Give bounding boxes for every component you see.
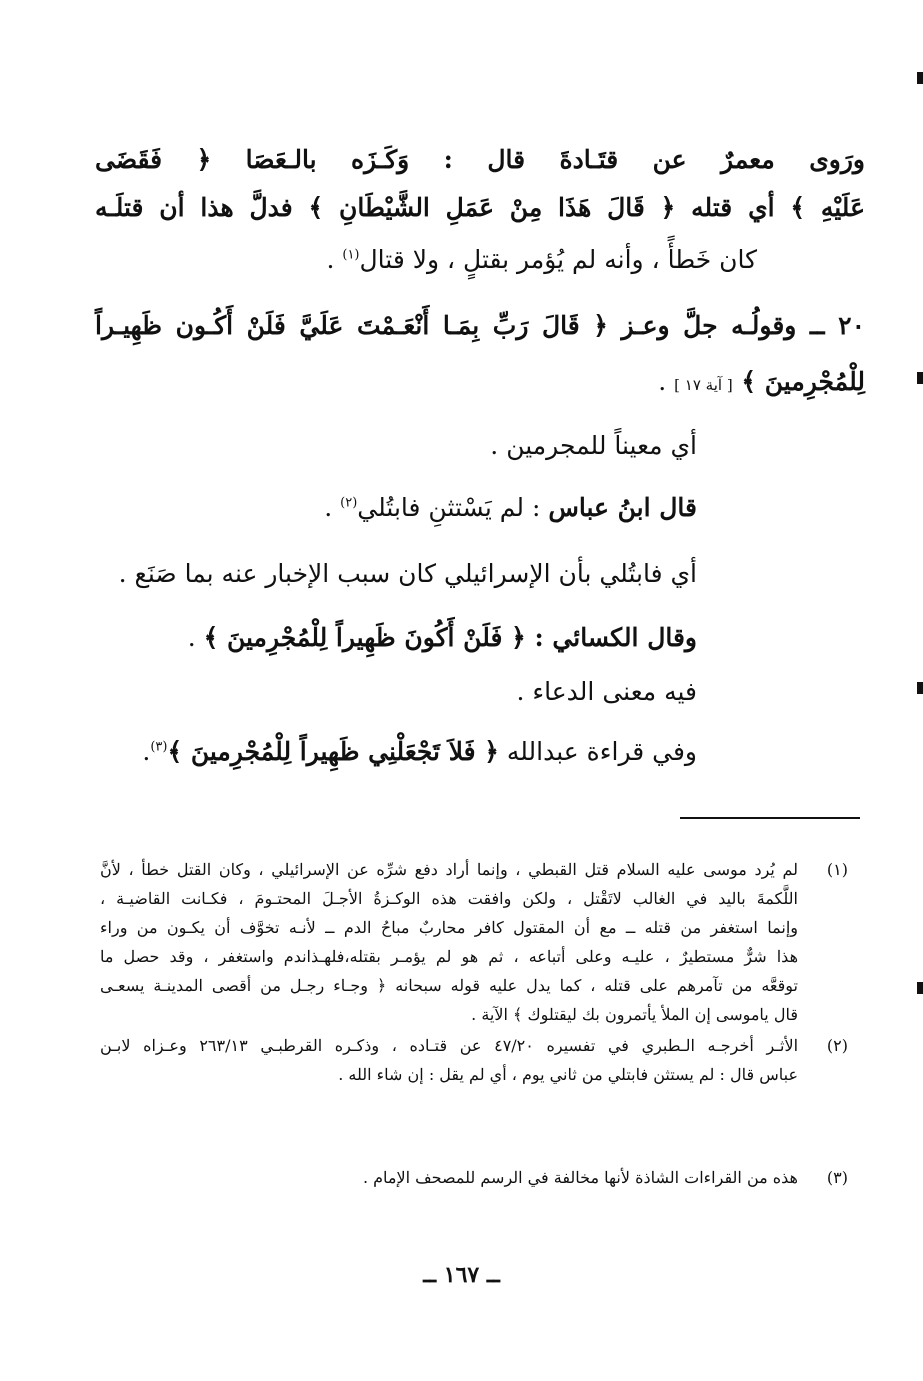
para1-line3-text: كان خَطأً ، وأنه لم يُؤمر بقتلٍ ، ولا قتال (359, 245, 757, 274)
footnote-1-line: قال ياموسى إن الملأ يأتمرون بك ليقتلوك ﴾ الآية . (471, 1005, 798, 1024)
para6-end: . (187, 623, 204, 652)
footnotes (100, 856, 848, 1256)
para7: فيه معنى الدعاء . (516, 677, 697, 706)
para4 (324, 488, 697, 528)
ibn-abbas-label: قال ابنُ عباس (548, 493, 697, 522)
footnote-2-number: (٢) (826, 1036, 848, 1055)
para8-end: . (142, 737, 151, 766)
page-number: ــ ١٦٧ ــ (423, 1262, 500, 1288)
footnote-separator (680, 817, 860, 819)
edge-mark (917, 682, 923, 694)
edge-mark (917, 372, 923, 384)
footnote-3-number: (٣) (826, 1168, 848, 1187)
para3: أي معيناً للمجرمين . (490, 431, 697, 460)
footnote-1-line: هذا شرٌّ مستطيرٌ ، عليـه وعلى أتباعه ، ثم هو لم يؤمـر بقتله،فلهـذاندم واستغفر ، وقد حصل ما (100, 947, 799, 966)
footnote-3-line: هذه من القراءات الشاذة لأنها مخالفة في الرسم للمصحف الإمام . (362, 1168, 798, 1187)
abdullah-reading-quote: ﴿ فَلاَ تَجْعَلْنِي ظَهِيراً لِلْمُجْرِمينَ ﴾ (167, 737, 499, 766)
para8 (142, 732, 697, 772)
footnote-1-line: لم يُرد موسى عليه السلام قتل القبطي ، وإنما أراد دفع شرِّه عن الإسرائيلي ، وكان القتل خطأ ، لأنَّ (100, 860, 798, 879)
verse20-line2 (658, 362, 865, 405)
kisai-quote: : ﴿ فَلَنْ أَكُونَ ظَهِيراً لِلْمُجْرِمينَ ﴾ (203, 623, 553, 652)
kisai-label: وقال الكسائي (552, 623, 697, 652)
verse20-line2-end: . (658, 367, 675, 396)
para1-line3 (326, 240, 757, 280)
edge-mark (917, 72, 923, 84)
para1-line2: عَلَيْهِ ﴾ أي قتله ﴿ قَالَ هَذَا مِنْ عَمَلِ الشَّيْطَانِ ﴾ فدلَّ هذا أن قتلَـه (95, 193, 865, 222)
footnote-2-line: الأثـر أخرجـه الـطبري في تفسيره ٤٧/٢٠ عن قتـاده ، وذكـره القرطبـي ٢٦٣/١٣ وعـزاه لابـن (100, 1036, 799, 1055)
verse20-line1: ٢٠ ــ وقولُـه جلَّ وعـز ﴿ قَالَ رَبِّ بِمَـا أَنْعَـمْتَ عَلَيَّ فَلَنْ أَكُـون ظَهِيـراً (95, 311, 865, 340)
footnote-1-line: وإنما استغفر من قتله ــ مع أن المقتول كافر محاربٌ مباحُ الدم ــ لأنـه تخوَّف أن يكـون من وراء (100, 918, 798, 937)
footnote-2-line: عباس قال : لم يستثن فابتلي من ثاني يوم ، أي لم يقل : إن شاء الله . (338, 1065, 798, 1084)
para6 (188, 618, 697, 658)
footnote-ref-2: (٢) (340, 495, 358, 511)
edge-mark (917, 982, 923, 994)
para4-text: : لم يَسْتثنِ فابتُلي (357, 493, 549, 522)
para1-line3-end: . (326, 245, 343, 274)
footnote-1-line: اللَّكمةَ باليد في الغالب لاتَقْتل ، ولكن وافقت هذه الوكـزةُ الأجـلَ المحتـومَ ، فكـانت القاضيـة ، (100, 889, 799, 908)
para1-line1: ورَوى معمرٌ عن قتَـادةَ قال : وَكَـزَه بالـعَصَا ﴿ فَقَضَى (95, 145, 865, 174)
footnote-1-number: (١) (826, 860, 848, 879)
footnote-ref-1: (١) (342, 247, 360, 263)
ayah-reference: [ آية ١٧ ] (674, 376, 733, 394)
para4-end: . (324, 493, 341, 522)
footnote-ref-3: (٣) (150, 739, 168, 755)
para5: أي فابتُلي بأن الإسرائيلي كان سبب الإخبار عنه بما صَنَع . (118, 559, 697, 588)
para8-text: وفي قراءة عبدالله (498, 737, 697, 766)
verse20-quote-end: لِلْمُجْرِمينَ ﴾ (732, 367, 865, 396)
footnote-1-line: توقعَّه من تآمرهم على قتله ، كما يدل عليه قوله سبحانه ﴿ وجـاء رجـل من أقصى المدينـة يسعـى (100, 976, 798, 995)
